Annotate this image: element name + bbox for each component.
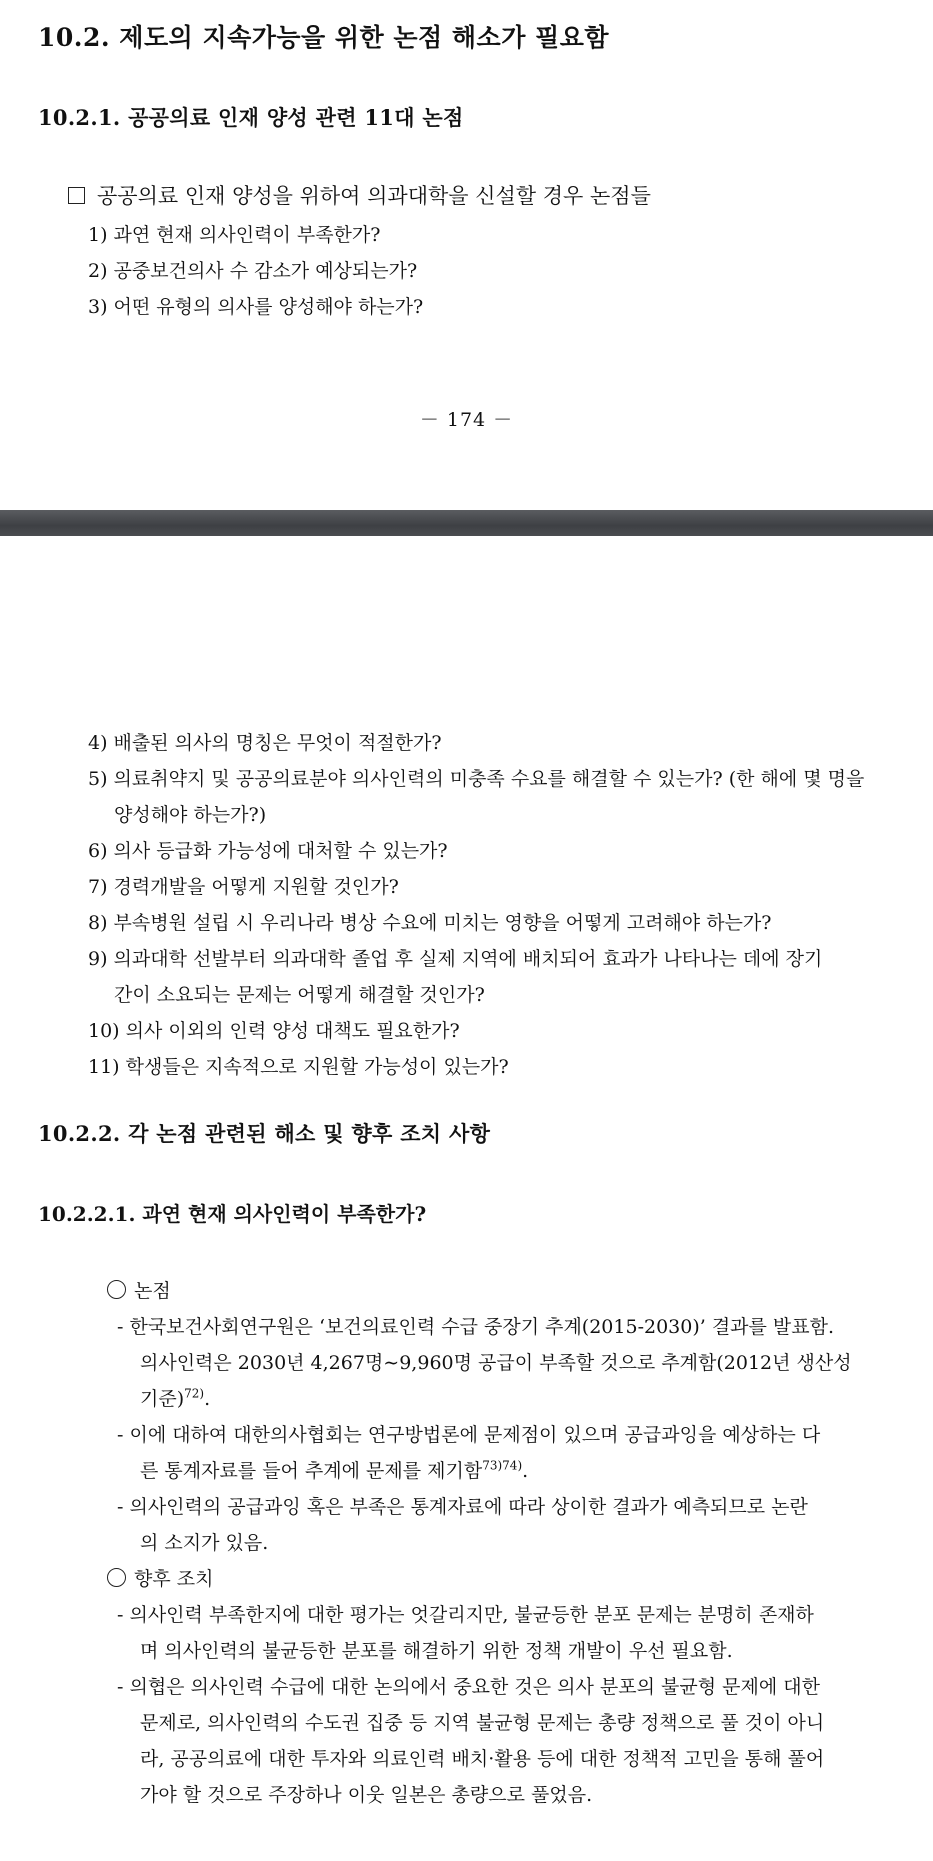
list-item: 11) 학생들은 지속적으로 지원할 가능성이 있는가? [88, 1056, 509, 1078]
document-page-175 [0, 536, 933, 1861]
subsection-heading: 10.2.1. 공공의료 인재 양성 관련 11대 논점 [38, 105, 464, 130]
list-item: 5) 의료취약지 및 공공의료분야 의사인력의 미충족 수요를 해결할 수 있는가? (한 해에 몇 명을 [88, 768, 865, 790]
issue-label: 논점 [134, 1280, 171, 1302]
list-item-continuation: 간이 소요되는 문제는 어떻게 해결할 것인가? [114, 984, 485, 1006]
list-item: 9) 의과대학 선발부터 의과대학 졸업 후 실제 지역에 배치되어 효과가 나타나는 데에 장기 [88, 948, 823, 970]
subsubsection-heading: 10.2.2.1. 과연 현재 의사인력이 부족한가? [38, 1202, 427, 1226]
action-line: 문제로, 의사인력의 수도권 집중 등 지역 불균형 문제는 총량 정책으로 풀 것이 아니 [140, 1712, 825, 1734]
document-page-174 [0, 0, 933, 510]
page-number: － 174 － [419, 409, 514, 431]
action-label: 향후 조치 [134, 1568, 214, 1590]
section-heading: 10.2. 제도의 지속가능을 위한 논점 해소가 필요함 [38, 23, 610, 52]
issue-line [140, 1384, 210, 1411]
circle-bullet-icon [107, 1280, 126, 1299]
list-item: 2) 공중보건의사 수 감소가 예상되는가? [88, 260, 418, 282]
issue-line [140, 1456, 528, 1483]
footnote-ref: 72) [184, 1386, 205, 1401]
action-line: 라, 공공의료에 대한 투자와 의료인력 배치·활용 등에 대한 정책적 고민을 통해 풀어 [140, 1748, 825, 1770]
list-item: 7) 경력개발을 어떻게 지원할 것인가? [88, 876, 399, 898]
list-item: 4) 배출된 의사의 명칭은 무엇이 적절한가? [88, 732, 442, 754]
subsection-heading: 10.2.2. 각 논점 관련된 해소 및 향후 조치 사항 [38, 1121, 491, 1146]
action-heading [107, 1564, 213, 1591]
issue-line-text: 기준) [140, 1388, 185, 1410]
issue-line: - 한국보건사회연구원은 ‘보건의료인력 수급 중장기 추계(2015-2030)’ 결과를 발표함. [117, 1316, 835, 1338]
list-item: 3) 어떤 유형의 의사를 양성해야 하는가? [88, 296, 424, 318]
list-item: 10) 의사 이외의 인력 양성 대책도 필요한가? [88, 1020, 460, 1042]
issue-line: 의사인력은 2030년 4,267명∼9,960명 공급이 부족할 것으로 추계함(2012년 생산성 [140, 1352, 852, 1374]
action-line: - 의사인력 부족한지에 대한 평가는 엇갈리지만, 불균등한 분포 문제는 분명히 존재하 [117, 1604, 814, 1626]
circle-bullet-icon [107, 1568, 126, 1587]
action-line: 가야 할 것으로 주장하나 이웃 일본은 총량으로 풀었음. [140, 1784, 593, 1806]
issue-line-text: 른 통계자료를 들어 추계에 문제를 제기함 [140, 1460, 483, 1482]
action-line: 며 의사인력의 불균등한 분포를 해결하기 위한 정책 개발이 우선 필요함. [140, 1640, 733, 1662]
square-bullet-icon [68, 187, 85, 204]
footnote-tail: . [204, 1388, 211, 1410]
footnote-tail: . [522, 1460, 529, 1482]
list-item: 6) 의사 등급화 가능성에 대처할 수 있는가? [88, 840, 448, 862]
list-item-continuation: 양성해야 하는가?) [114, 804, 267, 826]
box-bullet-line [68, 180, 651, 210]
issue-line: - 의사인력의 공급과잉 혹은 부족은 통계자료에 따라 상이한 결과가 예측되므로 논란 [117, 1496, 808, 1518]
issue-line: - 이에 대하여 대한의사협회는 연구방법론에 문제점이 있으며 공급과잉을 예상하는 다 [117, 1424, 821, 1446]
issue-line: 의 소지가 있음. [140, 1532, 269, 1554]
page-separator [0, 510, 933, 536]
issue-heading [107, 1276, 171, 1303]
list-item: 8) 부속병원 설립 시 우리나라 병상 수요에 미치는 영향을 어떻게 고려해야 하는가? [88, 912, 772, 934]
list-item: 1) 과연 현재 의사인력이 부족한가? [88, 224, 381, 246]
box-bullet-text: 공공의료 인재 양성을 위하여 의과대학을 신설할 경우 논점들 [97, 184, 651, 208]
footnote-ref: 73)74) [482, 1458, 523, 1473]
action-line: - 의협은 의사인력 수급에 대한 논의에서 중요한 것은 의사 분포의 불균형 문제에 대한 [117, 1676, 820, 1698]
